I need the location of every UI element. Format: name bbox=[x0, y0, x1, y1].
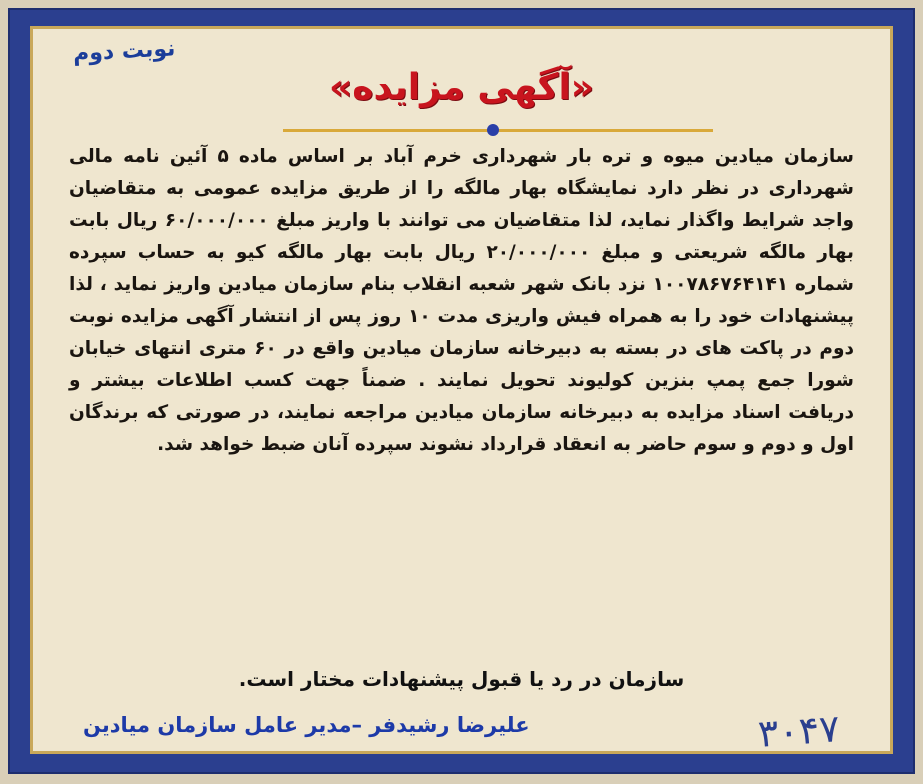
signature: علیرضا رشیدفر –مدیر عامل سازمان میادین bbox=[83, 713, 530, 737]
ad-title: «آگهی مزایده» bbox=[328, 67, 595, 108]
ad-panel bbox=[30, 26, 893, 754]
ad-code: ۳۰۴۷ bbox=[756, 706, 842, 756]
round-stamp: نوبت دوم bbox=[72, 36, 176, 67]
ad-frame bbox=[8, 8, 915, 774]
ad-body: سازمان میادین میوه و تره بار شهرداری خرم آباد بر اساس ماده ۵ آئین نامه مالی شهرداری در نظر دارد نمایشگاه بهار مالگه را از طریق مزایده عمومی به متقاضیان واجد شرایط واگذار نماید، لذا متقاضیان می توانند با واریز مبلغ ۶۰/۰۰۰/۰۰۰ ریال بابت بهار مالگه شریعتی و مبلغ ۲۰/۰۰۰/۰۰۰ ریال بابت بهار مالگه کیو به حساب سپرده شماره ۱۰۰۷۸۶۷۶۴۱۴۱ نزد بانک شهر شعبه انقلاب بنام سازمان میادین واریز نماید ، لذا پیشنهادات خود را به همراه فیش واریزی مدت ۱۰ روز پس از انتشار آگهی مزایده نوبت دوم در پاکت های در بسته به دبیرخانه سازمان میادین واقع در ۶۰ متری انتهای خیابان شورا جمع پمپ بنزین کولیوند تحویل نمایند . ضمناً جهت کسب اطلاعات بیشتر و دریافت اسناد مزایده به دبیرخانه سازمان میادین مراجعه نمایند، در صورتی که برندگان اول و دوم و سوم حاضر به انعقاد قرارداد نشوند سپرده آنان ضبط خواهد شد. bbox=[69, 146, 854, 455]
closing-statement: سازمان در رد یا قبول پیشنهادات مختار است. bbox=[238, 667, 685, 691]
divider-ornament-icon bbox=[487, 124, 499, 136]
